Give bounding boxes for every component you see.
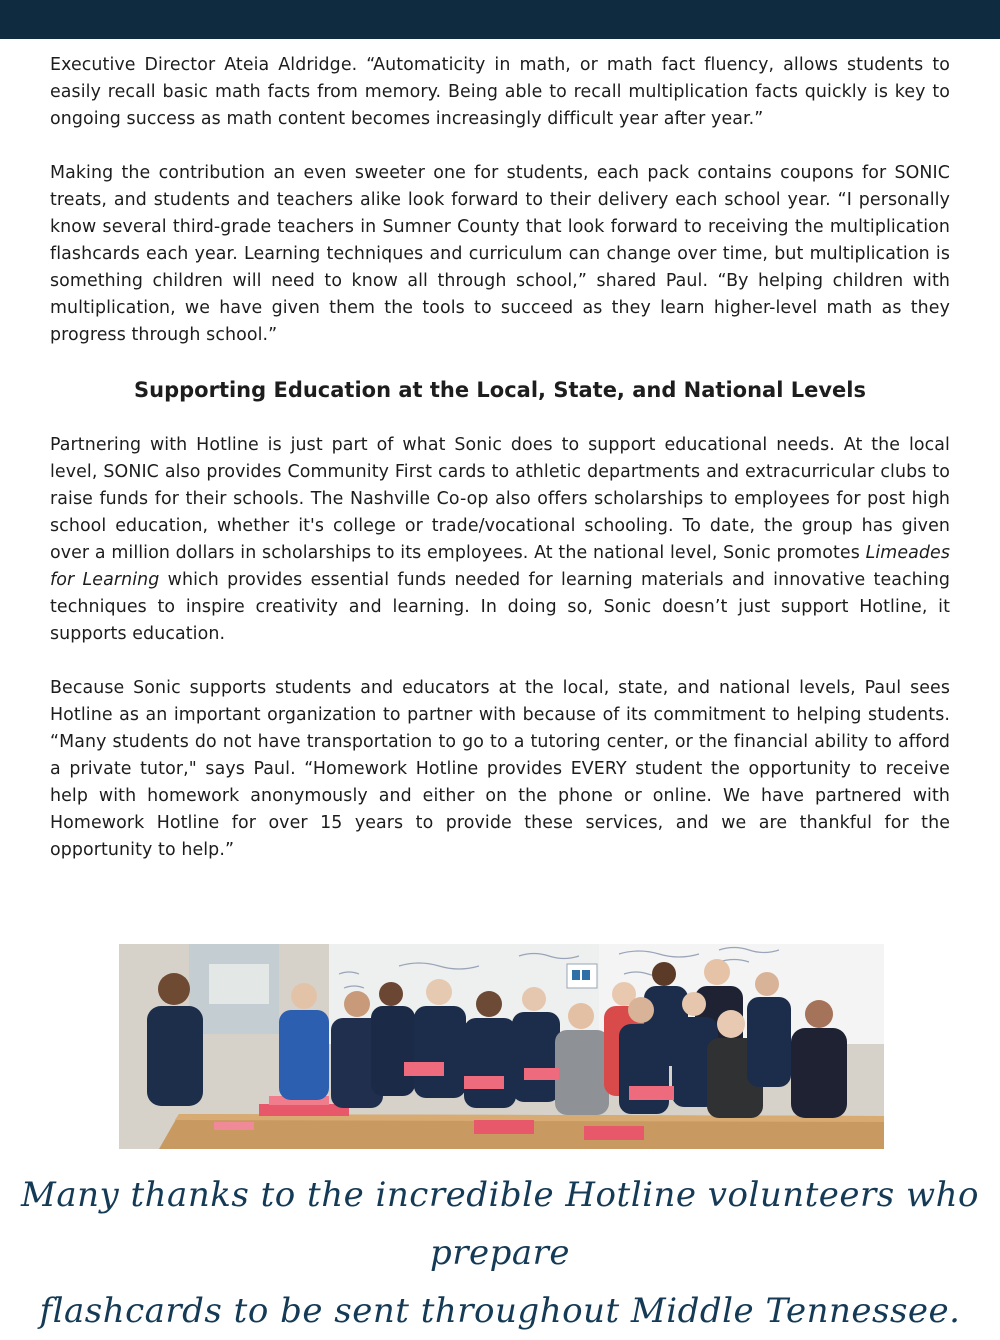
volunteers-group-photo xyxy=(119,944,884,1149)
paragraph-partnering xyxy=(50,432,950,648)
program-name-limeades: Limeades for Learning xyxy=(50,543,950,590)
paragraph-paul-quote: Because Sonic supports students and educators at the local, state, and national levels, Paul sees Hotline as an important organization to partner with because of its commitment to helping students. “Many students do not have transportation to go to a tutoring center, or the financial ability to afford a private tutor," says Paul. “Homework Hotline provides EVERY student the opportunity to receive help with homework anonymously and either on the phone or online. We have partnered with Homework Hotline for over 15 years to provide these services, and we are thankful for the opportunity to help.” xyxy=(50,678,950,860)
caption-line-2: flashcards to be sent throughout Middle Tennessee. xyxy=(39,1291,961,1331)
photo-caption xyxy=(20,1166,980,1340)
section-heading: Supporting Education at the Local, State, and National Levels xyxy=(134,378,866,402)
paragraph-partnering-part1: Partnering with Hotline is just part of what Sonic does to support educational needs. At the local level, SONIC also provides Community First cards to athletic departments and extracurricular clubs to raise funds for their schools. The Nashville Co-op also offers scholarships to employees for post high school education, whether it's college or trade/vocational schooling. To date, the group has given over a million dollars in scholarships to its employees. At the national level, Sonic promotes xyxy=(50,435,950,563)
article-body xyxy=(50,52,950,891)
paragraph-aldridge-quote: Executive Director Ateia Aldridge. “Automaticity in math, or math fact fluency, allows students to easily recall basic math facts from memory. Being able to recall multiplication facts quickly is key to ongoing success as math content becomes increasingly difficult year after year.” xyxy=(50,55,950,129)
caption-line-1: Many thanks to the incredible Hotline volunteers who prepare xyxy=(21,1175,979,1273)
paragraph-sonic-treats: Making the contribution an even sweeter one for students, each pack contains coupons for SONIC treats, and students and teachers alike look forward to their delivery each school year. “I personally know several third-grade teachers in Sumner County that look forward to receiving the multiplication flashcards each year. Learning techniques and curriculum can change over time, but multiplication is something children will need to know all through school,” shared Paul. “By helping children with multiplication, we have given them the tools to succeed as they learn higher-level math as they progress through school.” xyxy=(50,163,950,345)
header-bar xyxy=(0,0,1000,39)
paragraph-partnering-part2: which provides essential funds needed for learning materials and innovative teaching techniques to inspire creativity and learning. In doing so, Sonic doesn’t just support Hotline, it supports education. xyxy=(50,570,950,644)
